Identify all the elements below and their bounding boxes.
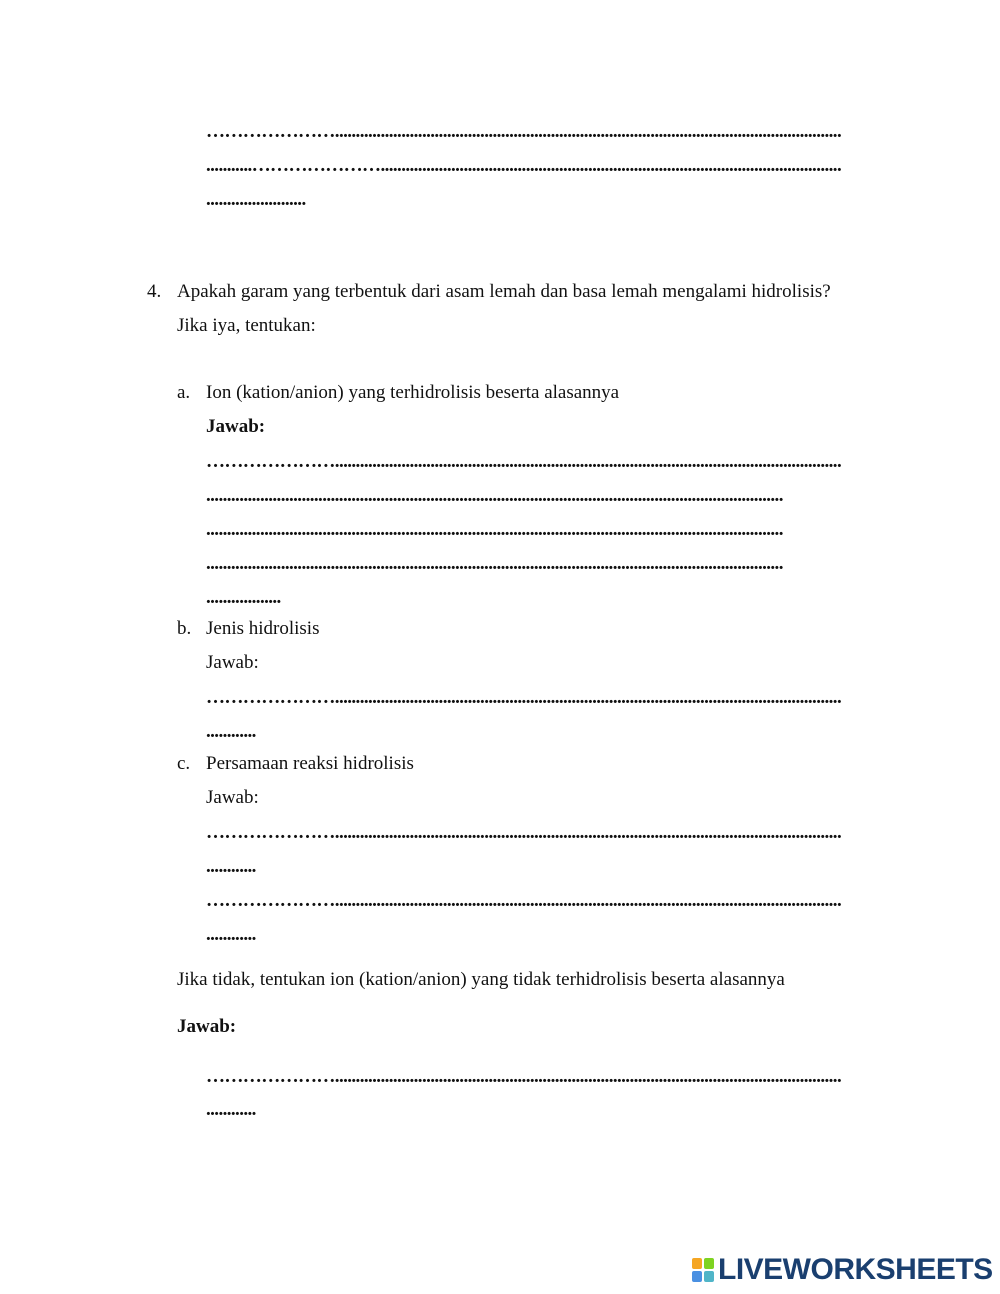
part-a-letter: a. xyxy=(177,382,191,403)
answer-line[interactable]: ............ xyxy=(206,1099,256,1120)
answer-line[interactable]: ............ xyxy=(206,924,256,945)
question-text: Apakah garam yang terbentuk dari asam lemah dan basa lemah mengalami hidrolisis? xyxy=(177,281,831,302)
liveworksheets-logo xyxy=(692,1253,993,1287)
answer-line[interactable]: ………………….......................................................................................................................... xyxy=(206,121,842,142)
part-a-answer-label: Jawab: xyxy=(206,416,266,437)
answer-line[interactable]: ………………….......................................................................................................................... xyxy=(206,1066,842,1087)
part-c-letter: c. xyxy=(177,753,191,774)
answer-line[interactable]: ………………….......................................................................................................................... xyxy=(206,451,842,472)
part-c-answer-label: Jawab: xyxy=(206,787,259,808)
answer-line[interactable]: ........................................................................................................................................... xyxy=(206,485,783,506)
part-b-answer-label: Jawab: xyxy=(206,652,259,673)
answer-line[interactable]: ………………….......................................................................................................................... xyxy=(206,890,842,911)
part-c-text: Persamaan reaksi hidrolisis xyxy=(206,753,414,774)
condition-no-text: Jika tidak, tentukan ion (kation/anion) yang tidak terhidrolisis beserta alasannya xyxy=(177,969,785,990)
liveworksheets-logo-icon xyxy=(692,1258,714,1282)
answer-line[interactable]: ………………….......................................................................................................................... xyxy=(206,822,842,843)
brand-name: LIVEWORKSHEETS xyxy=(718,1253,993,1286)
no-answer-label: Jawab: xyxy=(177,1016,237,1037)
answer-line[interactable]: ........................ xyxy=(206,189,306,210)
answer-line[interactable]: ............ xyxy=(206,721,256,742)
condition-yes-text: Jika iya, tentukan: xyxy=(177,315,316,336)
answer-line[interactable]: ........................................................................................................................................... xyxy=(206,519,783,540)
question-number: 4. xyxy=(147,281,162,302)
answer-line[interactable]: ...........…………………............................................................................................................... xyxy=(206,155,842,176)
part-b-text: Jenis hidrolisis xyxy=(206,618,320,639)
answer-line[interactable]: ........................................................................................................................................... xyxy=(206,553,783,574)
part-a-text: Ion (kation/anion) yang terhidrolisis beserta alasannya xyxy=(206,382,620,403)
answer-line[interactable]: .................. xyxy=(206,587,281,608)
answer-line[interactable]: ………………….......................................................................................................................... xyxy=(206,687,842,708)
answer-line[interactable]: ............ xyxy=(206,856,256,877)
part-b-letter: b. xyxy=(177,618,192,639)
